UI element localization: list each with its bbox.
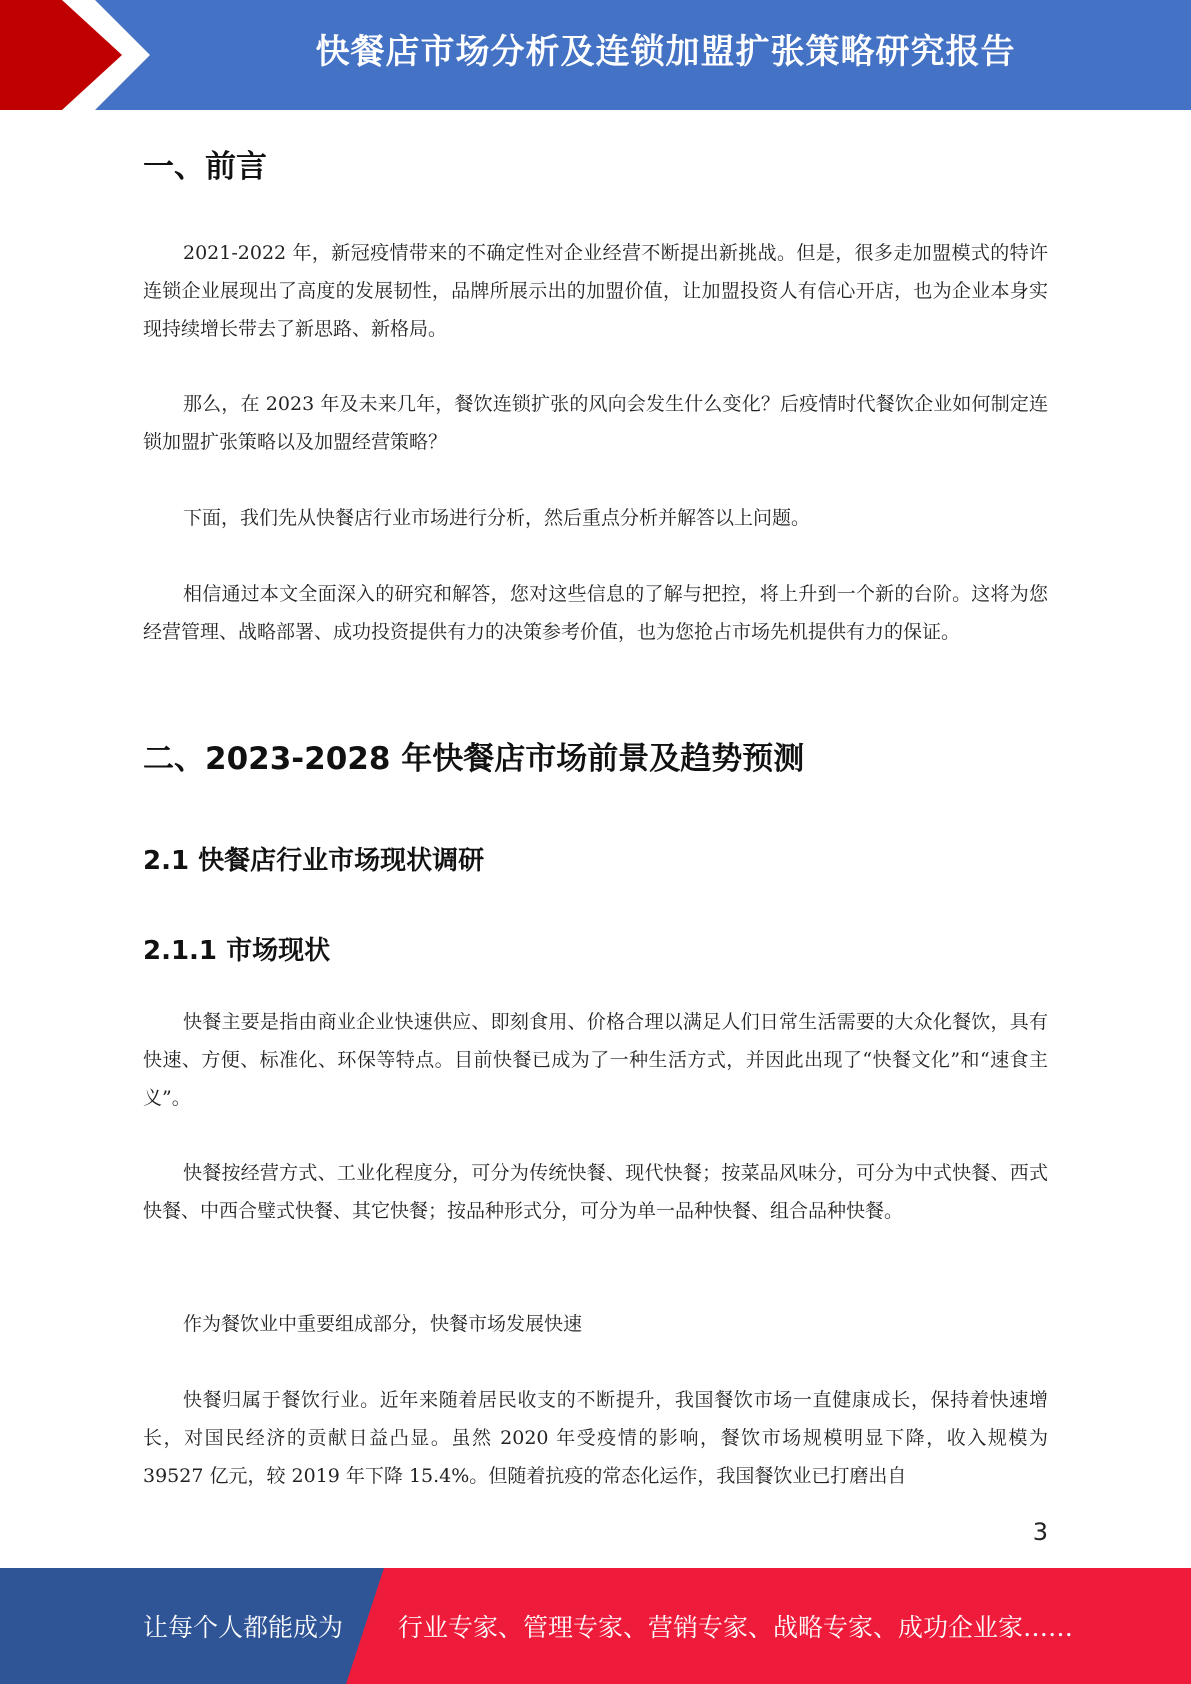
page-number: 3 xyxy=(1032,1518,1048,1546)
report-title: 快餐店市场分析及连锁加盟扩张策略研究报告 xyxy=(315,32,1016,72)
market-paragraph-2: 快餐按经营方式、工业化程度分，可分为传统快餐、现代快餐；按菜品风味分，可分为中式快餐、西式快餐、中西合璧式快餐、其它快餐；按品种形式分，可分为单一品种快餐、组合品种快餐。 xyxy=(143,1162,1048,1222)
market-paragraph-4: 快餐归属于餐饮行业。近年来随着居民收支的不断提升，我国餐饮市场一直健康成长，保持着快速增长，对国民经济的贡献日益凸显。虽然 2020 年受疫情的影响，餐饮市场规模明显下降，收入规模为 39527 亿元，较 2019 年下降 15.4%。但随着抗疫的常态化运作，我国餐饮业已打磨出自 xyxy=(143,1389,1048,1487)
subsection-heading-2-1-1: 2.1.1 市场现状 xyxy=(143,936,331,966)
footer-slogan-right: 行业专家、管理专家、营销专家、战略专家、成功企业家…… xyxy=(398,1613,1074,1642)
footer-slogan-left: 让每个人都能成为 xyxy=(143,1613,344,1642)
preface-paragraph-3: 下面，我们先从快餐店行业市场进行分析，然后重点分析并解答以上问题。 xyxy=(183,507,811,529)
market-paragraph-3: 作为餐饮业中重要组成部分，快餐市场发展快速 xyxy=(183,1313,583,1335)
subsection-heading-2-1: 2.1 快餐店行业市场现状调研 xyxy=(143,846,485,876)
preface-paragraph-4: 相信通过本文全面深入的研究和解答，您对这些信息的了解与把控，将上升到一个新的台阶。这将为您经营管理、战略部署、成功投资提供有力的决策参考价值，也为您抢占市场先机提供有力的保证。 xyxy=(143,583,1048,643)
section-heading-preface: 一、前言 xyxy=(143,149,267,185)
header-banner xyxy=(0,0,1191,110)
market-paragraph-1: 快餐主要是指由商业企业快速供应、即刻食用、价格合理以满足人们日常生活需要的大众化餐饮，具有快速、方便、标准化、环保等特点。目前快餐已成为了一种生活方式，并因此出现了“快餐文化”和“速食主义”。 xyxy=(143,1011,1048,1109)
section-heading-forecast: 二、2023-2028 年快餐店市场前景及趋势预测 xyxy=(143,741,805,777)
footer-banner xyxy=(0,1568,1191,1684)
preface-paragraph-2: 那么，在 2023 年及未来几年，餐饮连锁扩张的风向会发生什么变化？后疫情时代餐饮企业如何制定连锁加盟扩张策略以及加盟经营策略？ xyxy=(143,393,1048,453)
preface-paragraph-1: 2021-2022 年，新冠疫情带来的不确定性对企业经营不断提出新挑战。但是，很多走加盟模式的特许连锁企业展现出了高度的发展韧性，品牌所展示出的加盟价值，让加盟投资人有信心开店，也为企业本身实现持续增长带去了新思路、新格局。 xyxy=(143,242,1048,340)
